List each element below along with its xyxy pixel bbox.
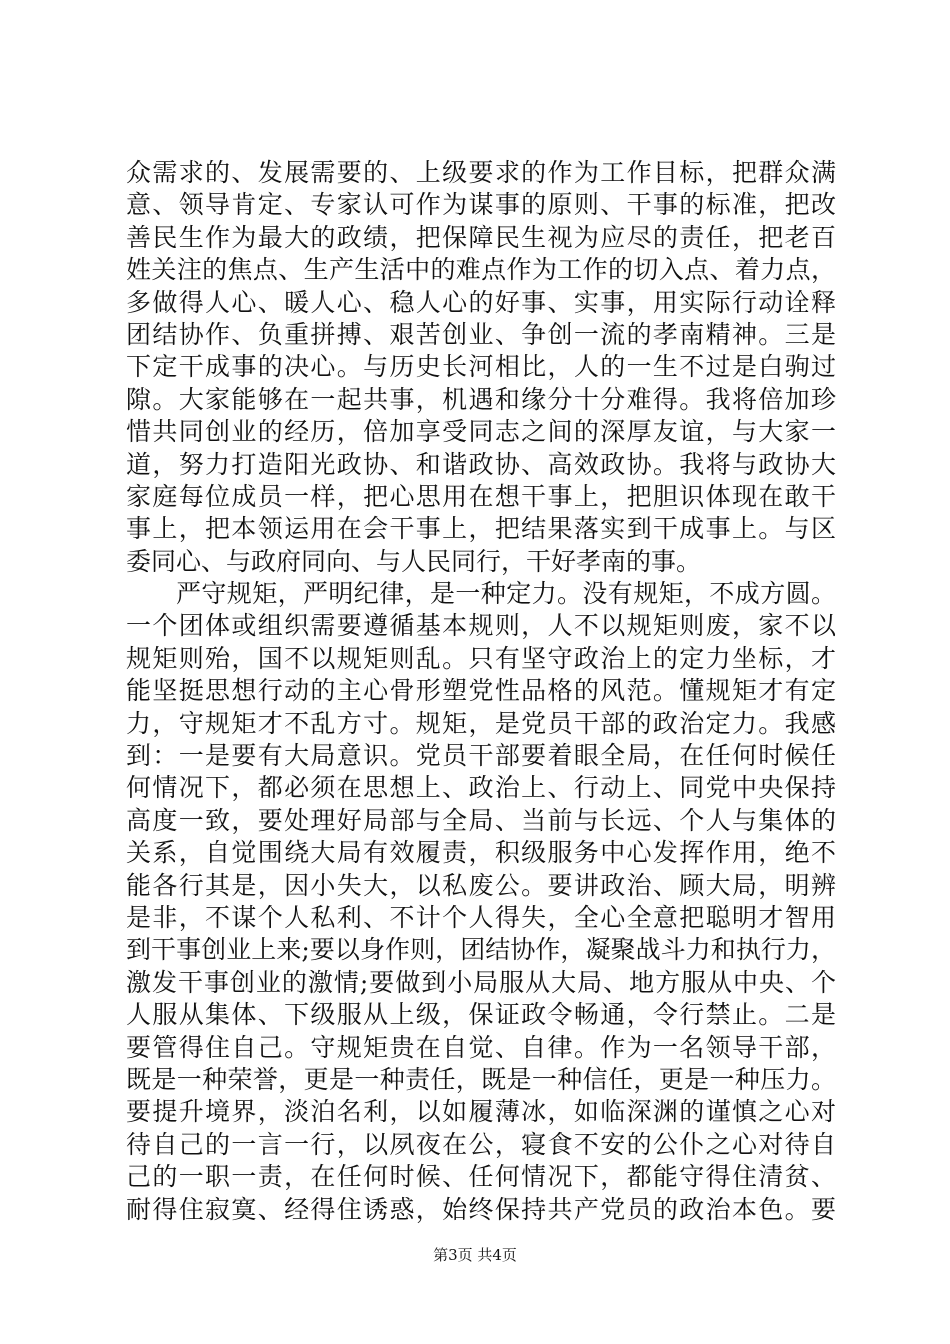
page-number-footer: 第3页 共4页 [433,1246,517,1264]
text-line: 人服从集体、下级服从上级，保证政令畅通，令行禁止。二是 [126,1000,836,1030]
paragraph-end-line: 委同心、与政府同向、与人民同行，干好孝南的事。 [126,546,702,576]
text-line: 待自己的一言一行，以夙夜在公，寝食不安的公仆之心对待自 [126,1129,836,1159]
text-line: 高度一致，要处理好局部与全局、当前与长远、个人与集体的 [126,805,836,835]
text-line: 激发干事创业的激情;要做到小局服从大局、地方服从中央、个 [126,967,836,997]
text-line: 下定干成事的决心。与历史长河相比，人的一生不过是白驹过 [126,352,836,382]
paragraph-start-line: 严守规矩，严明纪律，是一种定力。没有规矩，不成方圆。 [176,579,836,609]
text-line: 众需求的、发展需要的、上级要求的作为工作目标，把群众满 [126,158,836,187]
text-line: 道，努力打造阳光政协、和谐政协、高效政协。我将与政协大 [126,449,836,479]
text-line: 力，守规矩才不乱方寸。规矩，是党员干部的政治定力。我感 [126,708,836,738]
text-line: 规矩则殆，国不以规矩则乱。只有坚守政治上的定力坐标，才 [126,643,836,673]
text-line: 多做得人心、暖人心、稳人心的好事、实事，用实际行动诠释 [126,287,836,317]
text-line: 要提升境界，淡泊名利，以如履薄冰，如临深渊的谨慎之心对 [126,1097,836,1127]
text-line: 意、领导肯定、专家认可作为谋事的原则、干事的标准，把改 [126,190,836,220]
text-line: 一个团体或组织需要遵循基本规则，人不以规矩则废，家不以 [126,611,836,641]
text-line: 团结协作、负重拼搏、艰苦创业、争创一流的孝南精神。三是 [126,319,836,349]
text-line: 惜共同创业的经历，倍加享受同志之间的深厚友谊，与大家一 [126,417,836,447]
text-line: 关系，自觉围绕大局有效履责，积级服务中心发挥作用，绝不 [126,838,836,868]
text-line: 姓关注的焦点、生产生活中的难点作为工作的切入点、着力点， [126,255,836,285]
text-line: 既是一种荣誉，更是一种责任，既是一种信任，更是一种压力。 [126,1064,836,1094]
text-line: 己的一职一责，在任何时候、任何情况下，都能守得住清贫、 [126,1162,836,1192]
text-line: 到：一是要有大局意识。党员干部要着眼全局，在任何时候任 [126,741,836,771]
text-line: 要管得住自己。守规矩贵在自觉、自律。作为一名领导干部， [126,1032,836,1062]
text-line: 是非，不谋个人私利、不计个人得失，全心全意把聪明才智用 [126,902,836,932]
text-line: 家庭每位成员一样，把心思用在想干事上，把胆识体现在敢干 [126,481,836,511]
text-line: 能各行其是，因小失大，以私废公。要讲政治、顾大局，明辨 [126,870,836,900]
text-line: 善民生作为最大的政绩，把保障民生视为应尽的责任，把老百 [126,222,836,252]
text-line: 事上，把本领运用在会干事上，把结果落实到干成事上。与区 [126,514,836,544]
text-line: 耐得住寂寞、经得住诱惑，始终保持共产党员的政治本色。要 [126,1194,836,1224]
text-line: 何情况下，都必须在思想上、政治上、行动上、同党中央保持 [126,773,836,803]
text-line: 到干事创业上来;要以身作则，团结协作，凝聚战斗力和执行力， [126,935,836,965]
text-line: 隙。大家能够在一起共事，机遇和缘分十分难得。我将倍加珍 [126,384,836,414]
document-body [126,157,836,1226]
text-line: 能坚挺思想行动的主心骨形塑党性品格的风范。懂规矩才有定 [126,676,836,706]
